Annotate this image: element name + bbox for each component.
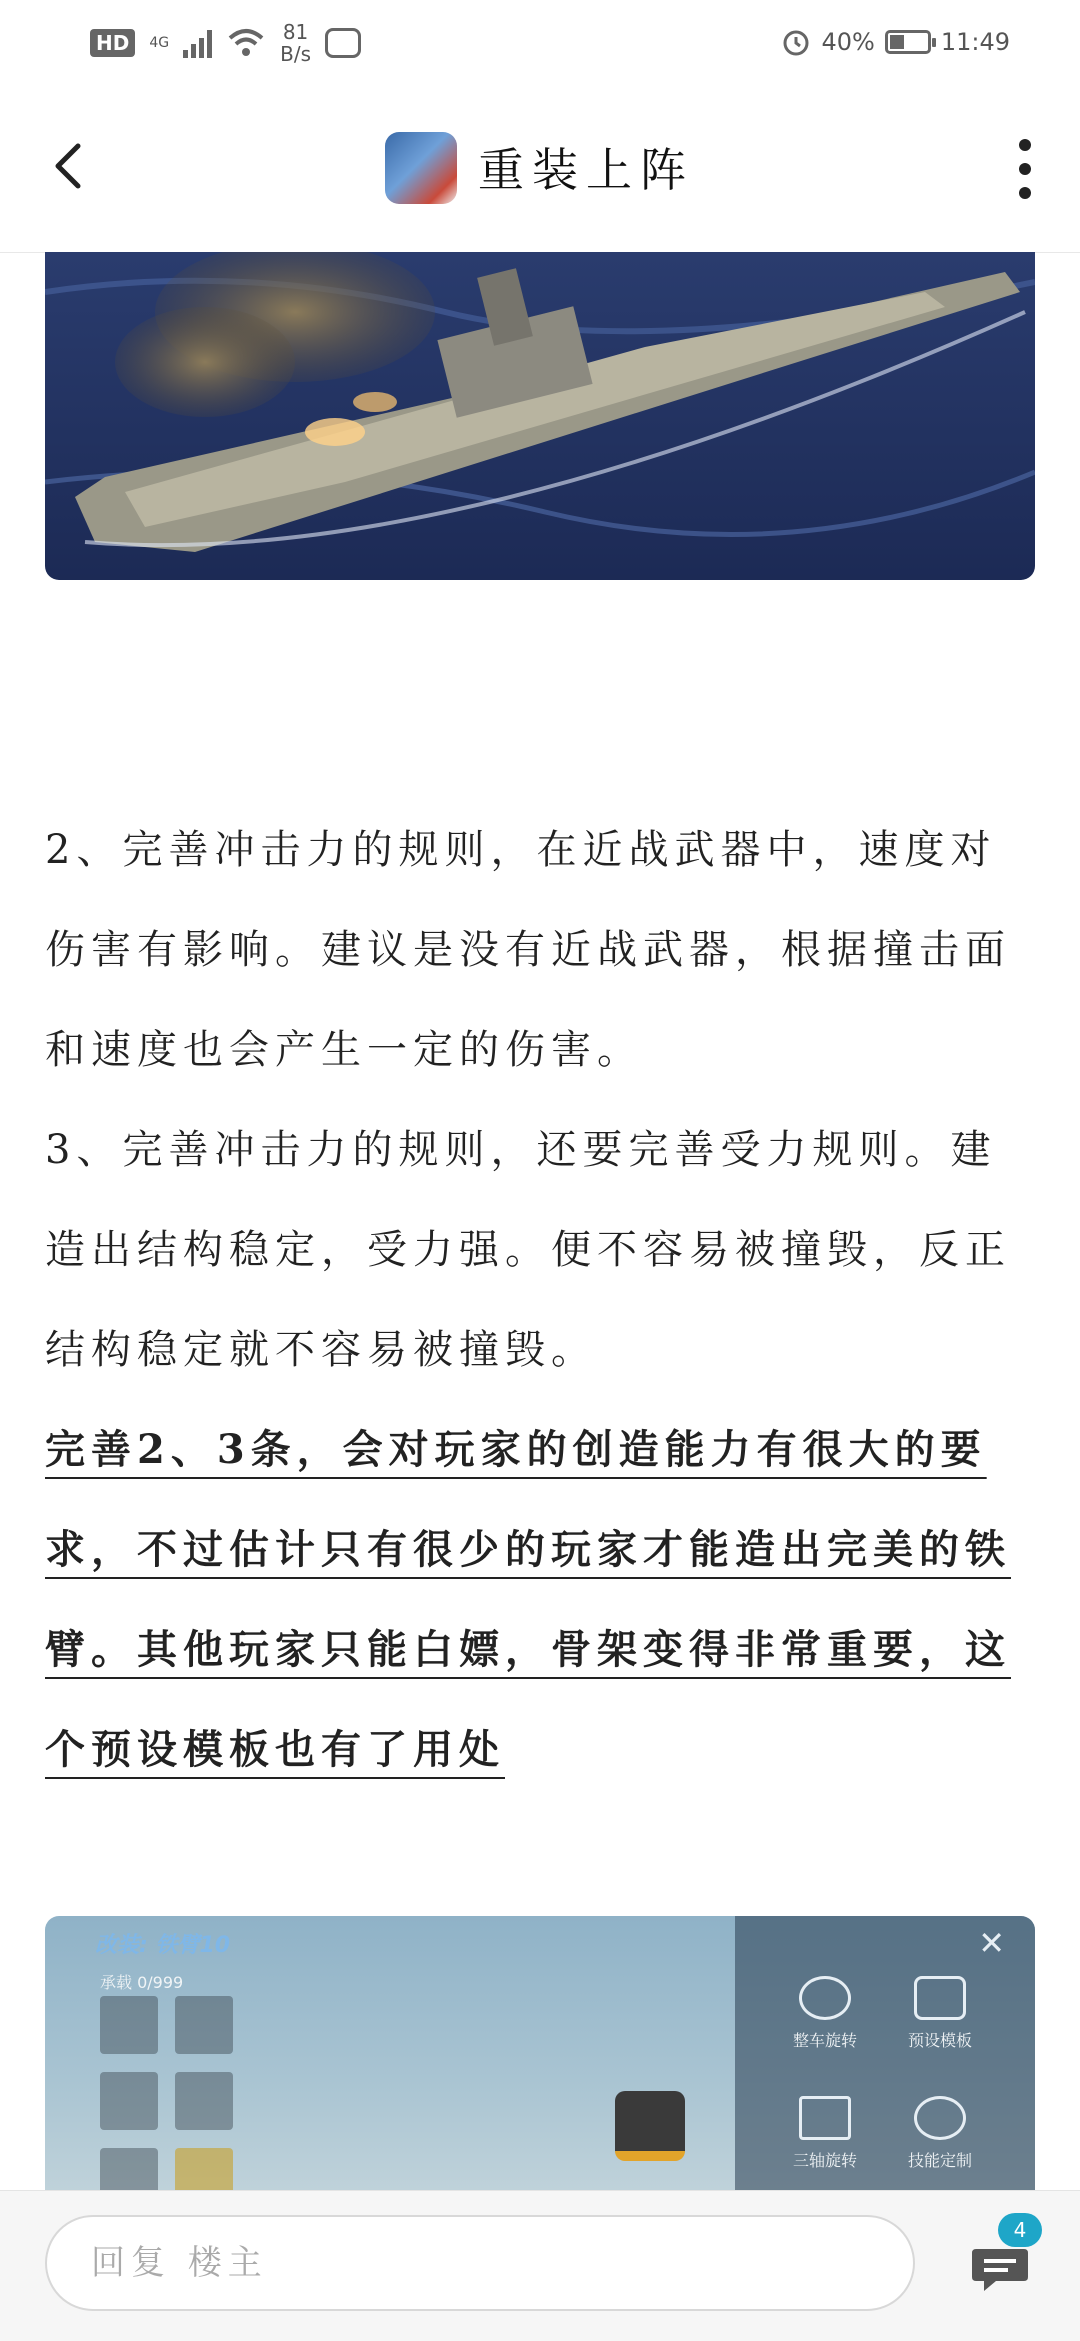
comment-icon[interactable] bbox=[970, 2243, 1030, 2295]
part-slot bbox=[175, 2148, 233, 2190]
part-slot bbox=[100, 2148, 158, 2190]
status-right bbox=[781, 22, 1010, 62]
reply-input[interactable]: 回复 楼主 bbox=[45, 2215, 915, 2311]
gamepad-icon bbox=[325, 28, 361, 58]
bold-underlined-text: 完善2、3条，会对玩家的创造能力有很大的要求，不过估计只有很少的玩家才能造出完美的铁臂。其他玩家只能白嫖，骨架变得非常重要，这个预设模板也有了用处 bbox=[45, 1426, 1011, 1773]
hd-badge: HD bbox=[90, 29, 135, 57]
part-slot bbox=[175, 2072, 233, 2130]
battery-percent: 40% bbox=[821, 28, 875, 56]
speed-unit: B/s bbox=[280, 42, 311, 66]
back-icon[interactable] bbox=[40, 136, 100, 196]
signal-icon bbox=[183, 28, 212, 58]
network-type: 4G bbox=[149, 35, 170, 51]
game-btn-label: 技能定制 bbox=[907, 2151, 972, 2170]
alarm-icon bbox=[781, 27, 811, 57]
post-paragraph-4 bbox=[45, 1400, 1035, 1800]
page-title: 重装上阵 bbox=[478, 143, 694, 197]
comment-count-badge: 4 bbox=[998, 2213, 1042, 2247]
status-bar bbox=[0, 0, 1080, 84]
game-btn-label: 预设模板 bbox=[907, 2031, 972, 2050]
battery-icon bbox=[885, 30, 931, 54]
game-title: 改装: 铁臂10 bbox=[95, 1933, 231, 1958]
part-slot bbox=[175, 1996, 233, 2054]
wifi-icon bbox=[226, 26, 266, 60]
network-speed bbox=[280, 21, 311, 65]
app-icon[interactable] bbox=[385, 132, 457, 204]
reply-bar bbox=[0, 2190, 1080, 2341]
battleship-image[interactable] bbox=[45, 252, 1035, 580]
game-btn-skill bbox=[885, 2096, 995, 2171]
status-left bbox=[90, 18, 361, 68]
speed-value: 81 bbox=[282, 20, 309, 44]
vehicle-part-model bbox=[615, 2091, 685, 2161]
game-btn-preset-template bbox=[885, 1976, 995, 2051]
game-btn-label: 三轴旋转 bbox=[792, 2151, 857, 2170]
close-icon: ✕ bbox=[978, 1924, 1005, 1962]
game-tool-panel bbox=[735, 1916, 1035, 2190]
game-screenshot-image[interactable] bbox=[45, 1916, 1035, 2190]
top-app-bar bbox=[0, 84, 1080, 253]
more-options-icon[interactable] bbox=[1010, 139, 1040, 199]
part-slot bbox=[100, 2072, 158, 2130]
game-btn-label: 整车旋转 bbox=[792, 2031, 857, 2050]
post-paragraph-2: 2、完善冲击力的规则，在近战武器中，速度对伤害有影响。建议是没有近战武器，根据撞击面和速度也会产生一定的伤害。 bbox=[45, 827, 1011, 1073]
post-paragraph-3: 3、完善冲击力的规则，还要完善受力规则。建造出结构稳定，受力强。便不容易被撞毁，反正结构稳定就不容易被撞毁。 bbox=[45, 1127, 1011, 1373]
game-load: 承载 0/999 bbox=[100, 1973, 184, 1992]
clock: 11:49 bbox=[940, 28, 1010, 56]
game-btn-rotate-vehicle bbox=[770, 1976, 880, 2051]
game-btn-three-axis bbox=[770, 2096, 880, 2171]
part-slot bbox=[100, 1996, 158, 2054]
